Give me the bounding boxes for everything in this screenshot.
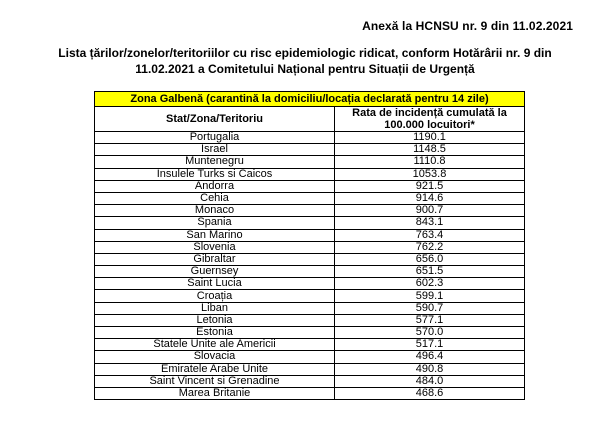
country-cell: Cehia (95, 192, 335, 204)
document-title (20, 45, 590, 77)
table-body (95, 132, 525, 400)
rate-cell: 602.3 (335, 278, 525, 290)
rate-cell: 496.4 (335, 351, 525, 363)
country-cell: Statele Unite ale Americii (95, 339, 335, 351)
table-row (95, 217, 525, 229)
table-row (95, 375, 525, 387)
annex-reference: Anexă la HCNSU nr. 9 din 11.02.2021 (362, 19, 573, 33)
column-header-rate-line-1: Rata de incidență cumulată la (352, 107, 507, 119)
country-cell: Monaco (95, 205, 335, 217)
table-row (95, 339, 525, 351)
table-row (95, 192, 525, 204)
rate-cell: 762.2 (335, 241, 525, 253)
table-row (95, 351, 525, 363)
country-cell: Saint Vincent si Grenadine (95, 375, 335, 387)
rate-cell: 1053.8 (335, 168, 525, 180)
country-cell: Marea Britanie (95, 387, 335, 399)
document-title-line-2: 11.02.2021 a Comitetului Național pentru Situații de Urgență (135, 62, 475, 76)
rate-cell: 490.8 (335, 363, 525, 375)
table-row (95, 327, 525, 339)
rate-cell: 468.6 (335, 387, 525, 399)
rate-cell: 484.0 (335, 375, 525, 387)
rate-cell: 1110.8 (335, 156, 525, 168)
country-cell: Guernsey (95, 266, 335, 278)
rate-cell: 590.7 (335, 302, 525, 314)
country-cell: Muntenegru (95, 156, 335, 168)
table-row (95, 132, 525, 144)
table-row (95, 314, 525, 326)
country-cell: Andorra (95, 180, 335, 192)
country-cell: Portugalia (95, 132, 335, 144)
country-cell: Spania (95, 217, 335, 229)
table-row (95, 253, 525, 265)
document-title-line-1: Lista țărilor/zonelor/teritoriilor cu risc epidemiologic ridicat, conform Hotărârii nr. 9 din (58, 46, 552, 60)
country-cell: Gibraltar (95, 253, 335, 265)
rate-cell: 517.1 (335, 339, 525, 351)
table-row (95, 229, 525, 241)
rate-cell: 651.5 (335, 266, 525, 278)
table-row (95, 278, 525, 290)
table-row (95, 168, 525, 180)
rate-cell: 921.5 (335, 180, 525, 192)
rate-cell: 1148.5 (335, 144, 525, 156)
rate-cell: 914.6 (335, 192, 525, 204)
country-cell: Croația (95, 290, 335, 302)
country-cell: Estonia (95, 327, 335, 339)
rate-cell: 570.0 (335, 327, 525, 339)
zone-header: Zona Galbenă (carantină la domiciliu/locația declarată pentru 14 zile) (95, 92, 525, 107)
table-row (95, 290, 525, 302)
table-row (95, 302, 525, 314)
column-header-country: Stat/Zona/Teritoriu (95, 107, 335, 132)
table-row (95, 266, 525, 278)
table-row (95, 205, 525, 217)
country-cell: Letonia (95, 314, 335, 326)
column-header-rate-line-2: 100.000 locuitori* (384, 119, 475, 131)
country-cell: Slovacia (95, 351, 335, 363)
table-row (95, 363, 525, 375)
table-row (95, 180, 525, 192)
country-cell: Saint Lucia (95, 278, 335, 290)
country-cell: San Marino (95, 229, 335, 241)
table-row (95, 144, 525, 156)
rate-cell: 843.1 (335, 217, 525, 229)
country-cell: Emiratele Arabe Unite (95, 363, 335, 375)
risk-countries-table (94, 91, 525, 400)
table-row (95, 241, 525, 253)
rate-cell: 577.1 (335, 314, 525, 326)
country-cell: Israel (95, 144, 335, 156)
country-cell: Liban (95, 302, 335, 314)
table-row (95, 387, 525, 399)
country-cell: Insulele Turks si Caicos (95, 168, 335, 180)
rate-cell: 599.1 (335, 290, 525, 302)
rate-cell: 656.0 (335, 253, 525, 265)
rate-cell: 763.4 (335, 229, 525, 241)
country-cell: Slovenia (95, 241, 335, 253)
rate-cell: 900.7 (335, 205, 525, 217)
rate-cell: 1190.1 (335, 132, 525, 144)
table-row (95, 156, 525, 168)
column-header-rate (335, 107, 525, 132)
